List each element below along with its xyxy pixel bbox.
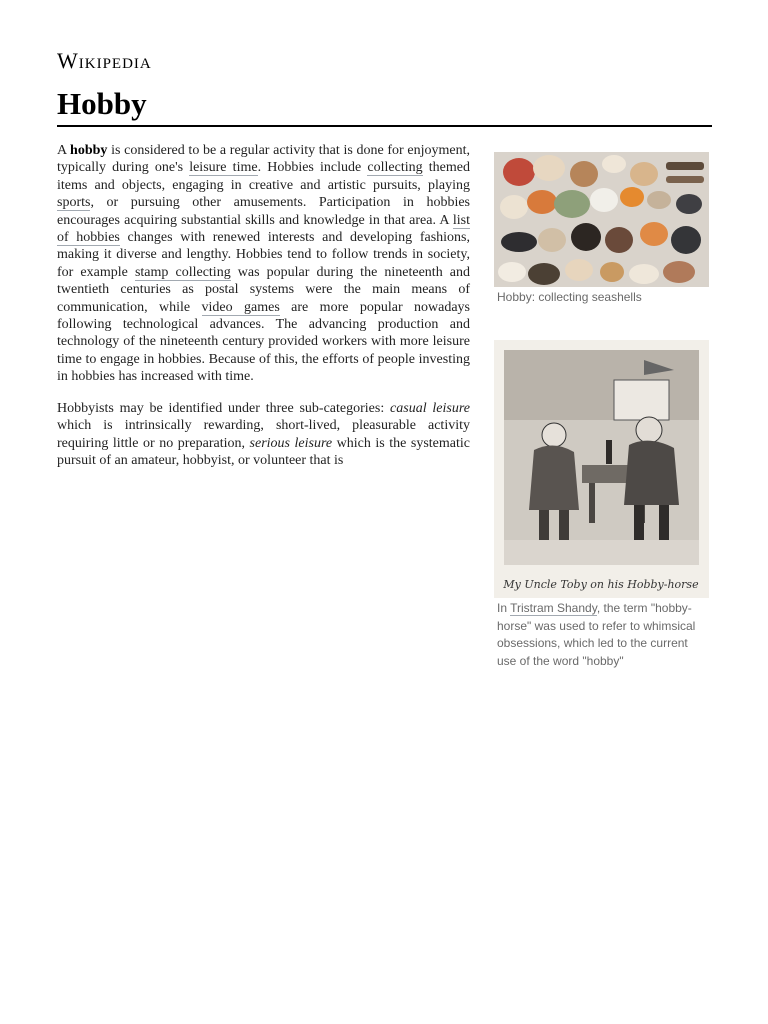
uncle-toby-engraving-image[interactable] bbox=[494, 340, 709, 598]
link-video-games[interactable]: video games bbox=[201, 299, 280, 315]
text-run: which is the systematic pursuit of an amateur, hobbyist, or volunteer that is bbox=[57, 435, 470, 468]
figure-tristram-shandy bbox=[494, 340, 709, 670]
text-run: are more popular nowadays following technological advances. The advancing production and technology of the nineteenth century provided workers with more leisure time to engage in hobbies. Because of this, the efforts of people investing in hobbies has increased with time. bbox=[57, 299, 470, 385]
text-run: , the term "hobby-horse" was used to refer to whimsical obsessions, which led to the current use of the word "hobby" bbox=[497, 601, 696, 668]
title-divider bbox=[57, 125, 712, 127]
text-run: changes with renewed interests and developing fashions, making it diverse and lengthy. Hobbies tend to follow trends in society, for example bbox=[57, 230, 470, 280]
italic-serious-leisure: serious leisure bbox=[249, 435, 333, 451]
paragraph-intro bbox=[57, 142, 470, 386]
italic-casual-leisure: casual leisure bbox=[390, 400, 470, 416]
link-collecting[interactable]: collecting bbox=[367, 160, 423, 176]
page-title: Hobby bbox=[57, 86, 147, 121]
text-run: A bbox=[57, 143, 71, 158]
paragraph-categories bbox=[57, 400, 470, 470]
text-run: , or pursuing other amusements. Participation in hobbies encourages acquiring substantial skills and knowledge in that area. A bbox=[57, 195, 470, 228]
link-tristram-shandy[interactable]: Tristram Shandy bbox=[510, 601, 597, 615]
seashells-image[interactable] bbox=[494, 152, 709, 287]
text-run: In bbox=[497, 601, 511, 615]
text-run: which is intrinsically rewarding, short-lived, pleasurable activity requiring little or no preparation, bbox=[57, 418, 470, 451]
seashells-caption: Hobby: collecting seashells bbox=[497, 290, 642, 304]
link-list-of-hobbies[interactable]: list of hobbies bbox=[57, 212, 470, 246]
bold-term-hobby: hobby bbox=[70, 143, 108, 158]
engraving-inscription: My Uncle Toby on his Hobby-horse bbox=[503, 578, 699, 591]
link-leisure-time[interactable]: leisure time bbox=[189, 160, 258, 176]
text-run: is considered to be a regular activity that is done for enjoyment, typically during one's bbox=[57, 143, 471, 176]
text-run: was popular during the nineteenth and twentieth centuries as postal systems were the main means of communication, while bbox=[57, 264, 471, 315]
article-body bbox=[57, 142, 470, 483]
link-stamp-collecting[interactable]: stamp collecting bbox=[134, 264, 231, 280]
wikipedia-wordmark[interactable]: Wikipedia bbox=[57, 48, 152, 73]
link-sports[interactable]: sports bbox=[57, 195, 91, 211]
text-run: . Hobbies include bbox=[257, 160, 368, 176]
text-run: themed items and objects, engaging in creative and artistic pursuits, playing bbox=[57, 160, 470, 193]
figure-seashells bbox=[494, 152, 709, 307]
text-run: Hobbyists may be identified under three sub-categories: bbox=[57, 400, 391, 416]
tristram-caption bbox=[494, 598, 709, 670]
